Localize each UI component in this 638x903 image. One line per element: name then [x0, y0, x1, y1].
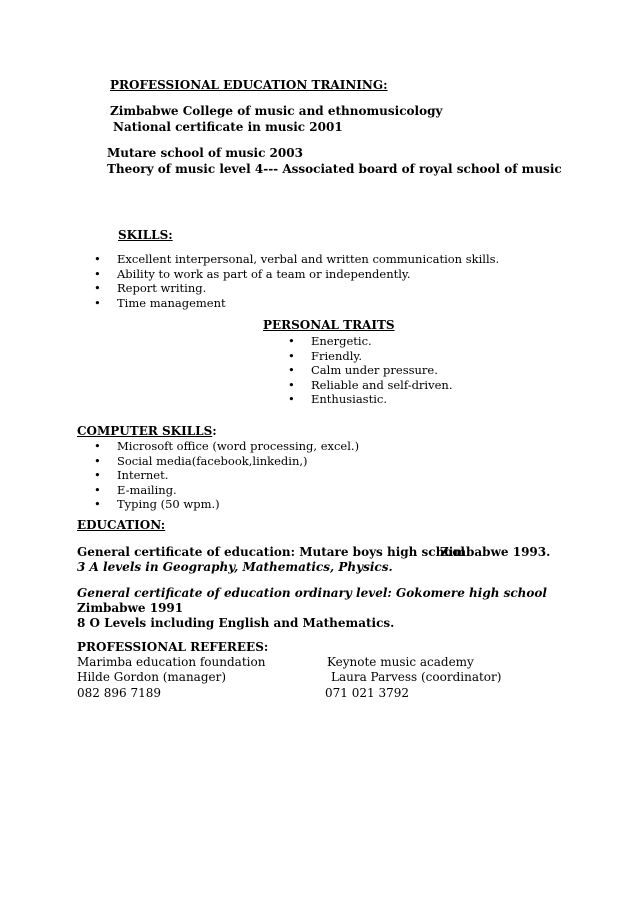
- list-item: • Internet.: [94, 468, 359, 483]
- list-item: • Reliable and self-driven.: [288, 378, 452, 393]
- education-olevel-country: Zimbabwe 1991: [77, 601, 184, 615]
- referee-right-org: Keynote music academy: [327, 655, 474, 669]
- list-item: • Microsoft office (word processing, excel.): [94, 439, 359, 454]
- referee-right-name: Laura Parvess (coordinator): [331, 670, 502, 684]
- referee-left-phone: 082 896 7189: [77, 686, 161, 700]
- skills-heading: SKILLS:: [118, 228, 173, 242]
- computer-skills-heading-colon: :: [212, 424, 217, 438]
- education-olevel-detail: 8 O Levels including English and Mathematics.: [77, 616, 395, 630]
- skills-list: [94, 252, 499, 310]
- education-olevel-line: General certificate of education ordinary level: Gokomere high school: [77, 586, 547, 600]
- referee-right-phone: 071 021 3792: [325, 686, 409, 700]
- training-line-mutare: Mutare school of music 2003: [107, 146, 303, 160]
- education-heading: EDUCATION:: [77, 518, 166, 532]
- training-line-certificate: National certificate in music 2001: [113, 120, 343, 134]
- list-item: • Social media(facebook,linkedin,): [94, 454, 359, 469]
- referees-heading: PROFESSIONAL REFEREES:: [77, 640, 269, 654]
- computer-skills-list: [94, 439, 359, 512]
- list-item: • Calm under pressure.: [288, 363, 452, 378]
- list-item: • Excellent interpersonal, verbal and written communication skills.: [94, 252, 499, 267]
- computer-skills-heading-text: COMPUTER SKILLS: [77, 424, 213, 438]
- list-item: • Energetic.: [288, 334, 452, 349]
- training-line-theory: Theory of music level 4--- Associated board of royal school of music: [107, 162, 562, 176]
- training-line-college: Zimbabwe College of music and ethnomusicology: [110, 104, 443, 118]
- list-item: • Report writing.: [94, 281, 499, 296]
- referee-left-org: Marimba education foundation: [77, 655, 266, 669]
- computer-skills-heading: [77, 424, 217, 438]
- referee-left-name: Hilde Gordon (manager): [77, 670, 227, 684]
- list-item: • Enthusiastic.: [288, 392, 452, 407]
- list-item: • E-mailing.: [94, 483, 359, 498]
- list-item: • Time management: [94, 296, 499, 311]
- personal-traits-list: [288, 334, 452, 407]
- education-alevels: 3 A levels in Geography, Mathematics, Physics.: [77, 560, 393, 574]
- list-item: • Typing (50 wpm.): [94, 497, 359, 512]
- professional-training-heading: PROFESSIONAL EDUCATION TRAINING:: [110, 78, 388, 92]
- education-gce-line: General certificate of education: Mutare boys high school: [77, 545, 465, 559]
- education-gce-country: Zimbabwe 1993.: [440, 545, 551, 559]
- list-item: • Ability to work as part of a team or independently.: [94, 267, 499, 282]
- personal-traits-heading: PERSONAL TRAITS: [263, 318, 395, 332]
- list-item: • Friendly.: [288, 349, 452, 364]
